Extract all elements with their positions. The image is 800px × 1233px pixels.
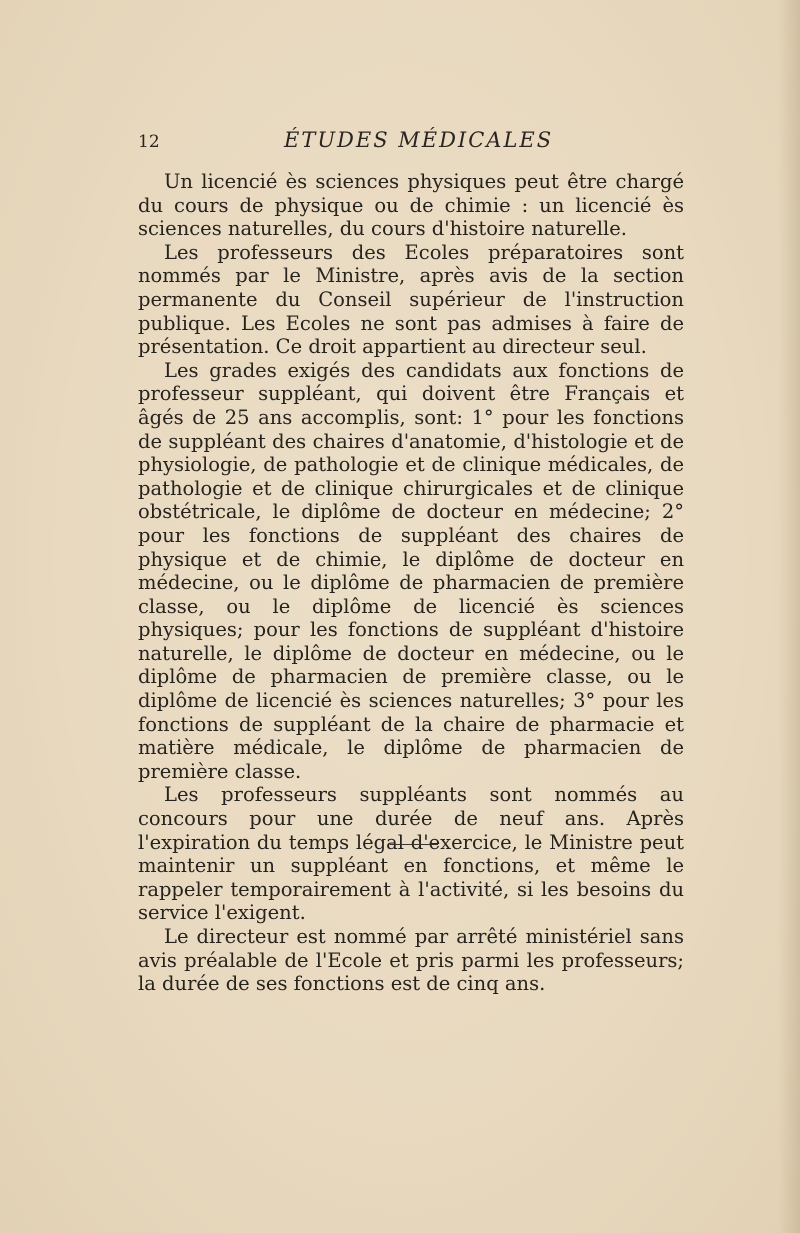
paragraph: Les professeurs des Ecoles préparatoires sont nommés par le Ministre, après avis de la section permanente du Conseil supérieur de l'instruction publique. Les Ecoles ne sont pas admises à faire de présentation. Ce droit appartient au directeur seul. [138, 240, 684, 359]
page-number: 12 [138, 132, 160, 152]
page-edge-shadow [778, 0, 800, 1233]
running-head: ÉTUDES MÉDICALES [284, 128, 554, 152]
paragraph: Les professeurs suppléants sont nommés au concours pour une durée de neuf ans. Après l'expiration du temps légal d'exercice, le Ministre peut maintenir un suppléant en fonctions, et même le rappeler temporairement à l'activité, si les besoins du service l'exigent. [138, 783, 684, 925]
page-header [128, 128, 688, 158]
paragraph: Le directeur est nommé par arrêté ministériel sans avis préalable de l'Ecole et pris parmi les professeurs; la durée de ses fonctions est de cinq ans. [138, 925, 684, 996]
paragraph: Un licencié ès sciences physiques peut être chargé du cours de physique ou de chimie : un licencié ès sciences naturelles, du cours d'histoire naturelle. [138, 170, 684, 241]
body-text [138, 170, 684, 996]
end-rule [390, 844, 438, 845]
paragraph: Les grades exigés des candidats aux fonctions de professeur suppléant, qui doivent être Français et âgés de 25 ans accomplis, sont: 1° pour les fonctions de suppléant des chaires d'anatomie, d'histologie et de physiologie, de pathologie et de clinique médicales, de pathologie et de clinique chirurgicales et de clinique obstétricale, le diplôme de docteur en médecine; 2° pour les fonctions de suppléant des chaires de physique et de chimie, le diplôme de docteur en médecine, ou le diplôme de pharmacien de première classe, ou le diplôme de licencié ès sciences physiques; pour les fonctions de suppléant d'histoire naturelle, le diplôme de docteur en médecine, ou le diplôme de pharmacien de première classe, ou le diplôme de licencié ès sciences naturelles; 3° pour les fonctions de suppléant de la chaire de pharmacie et matière médicale, le diplôme de pharmacien de première classe. [138, 358, 684, 783]
